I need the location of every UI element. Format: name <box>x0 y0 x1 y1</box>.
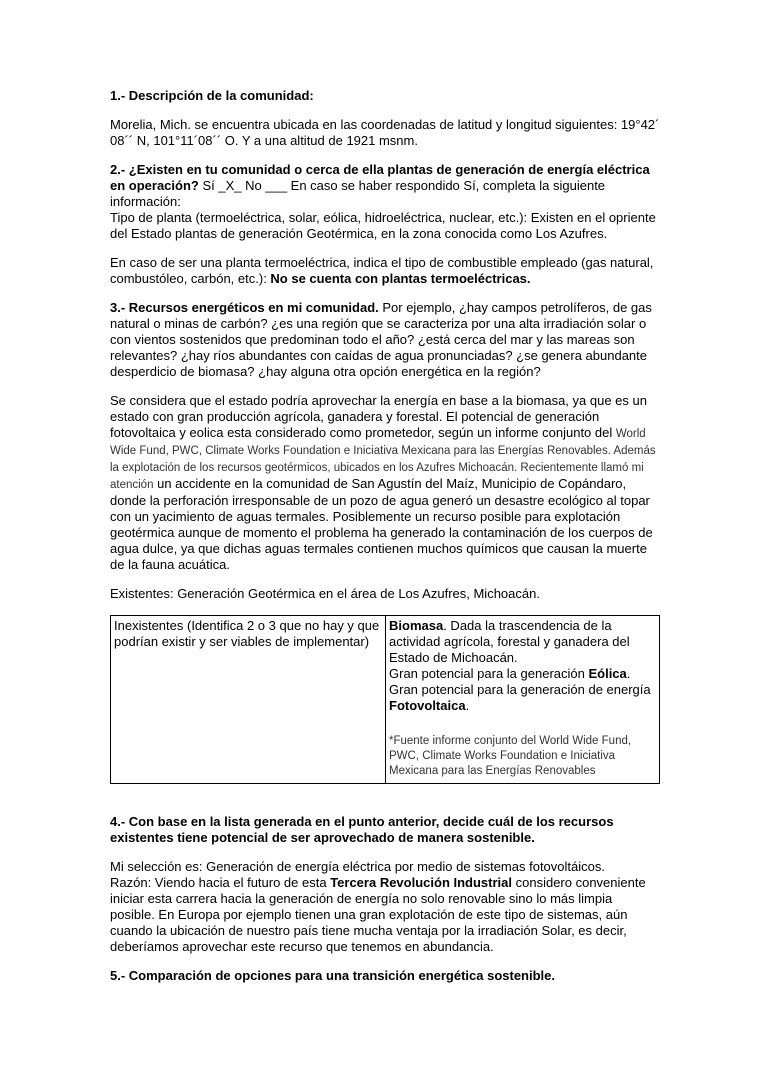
document-page <box>110 88 660 997</box>
section-3-question-text: Por ejemplo, ¿hay campos petrolíferos, de gas natural o minas de carbón? ¿es una región que se caracteriza por una alta irradiación solar o con vientos sostenidos que predominan todo el año? ¿está cerca del mar y las mareas son relevantes? ¿hay ríos abundantes con caídas de agua pronunciadas? ¿se genera abundante desperdicio de biomasa? ¿hay alguna otra opción energética en la región? <box>110 300 652 379</box>
section-4-razon-a: Razón: Viendo hacia el futuro de esta <box>110 875 331 890</box>
section-4-razon-c: considero conveniente iniciar esta carrera hacia la generación de energía no solo renovable sino lo más limpia posible. En Europa por ejemplo tienen una gran explotación de este tipo de sistemas, aún cuando la ubicación de nuestro país tiene mucha ventaja por la irradiación Solar, es decir, deberíamos aprovechar este recurso que tenemos en abundancia. <box>110 875 646 954</box>
option-biomasa-bold: Biomasa <box>389 618 444 633</box>
section-5-heading: 5.- Comparación de opciones para una transición energética sostenible. <box>110 968 556 983</box>
section-3-p1-small: World Wide Fund, PWC, Climate Works Foundation e Iniciativa Mexicana para las Energías Renovables. Además la explotación de los recursos geotérmicos, ubicados en los Azufres Michoacán. Recientemente llamó mi atención <box>110 428 656 491</box>
table-row <box>111 616 660 784</box>
section-1-heading: 1.- Descripción de la comunidad: <box>110 88 314 103</box>
section-2-after: En caso se haber respondido Sí, completa la siguiente información: <box>110 178 606 209</box>
option-foto-text: Gran potencial para la generación de energía <box>389 682 651 697</box>
section-3-p1-b: un accidente en la comunidad de San Agustín del Maíz, Municipio de Copándaro, donde la perforación irresponsable de un pozo de agua generó un desastre ecológico al topar con un yacimiento de aguas termales. Posiblemente un recurso posible para explotación geotérmica aunque de momento el problema ha generado la contaminación de los cuerpos de agua dulce, ya que dichas aguas termales contienen muchos químicos que causan la muerte de la fauna acuática. <box>110 476 653 572</box>
section-3-p1-a: Se considera que el estado podría aprovechar la energía en base a la biomasa, ya que es un estado con gran producción agrícola, ganadera y forestal. El potencial de generación fotovoltaica y eolica esta considerado como prometedor, según un informe conjunto del <box>110 393 647 440</box>
option-foto-end: . <box>465 698 470 713</box>
section-3-heading: 3.- Recursos energéticos en mi comunidad. <box>110 300 379 315</box>
section-3-question <box>110 300 660 380</box>
section-2-combustible <box>110 255 660 287</box>
section-2-heading: 2.- ¿Existen en tu comunidad o cerca de ella plantas de generación de energía eléctrica en operación? <box>110 162 650 193</box>
section-2-question <box>110 162 660 242</box>
section-4-body <box>110 859 660 955</box>
no-label: No <box>241 178 266 193</box>
option-foto-bold: Fotovoltaica <box>389 698 466 713</box>
section-1-body: Morelia, Mich. se encuentra ubicada en las coordenadas de latitud y longitud siguientes: 19°42´ 08´´ N, 101°11´08´´ O. Y a una altitud de 1921 msnm. <box>110 117 660 148</box>
section-4-heading: 4.- Con base en la lista generada en el punto anterior, decide cuál de los recursos existentes tiene potencial de ser aprovechado de manera sostenible. <box>110 814 614 845</box>
si-mark: _X_ <box>218 178 242 193</box>
table-cell-options <box>386 616 660 784</box>
resources-table <box>110 615 660 784</box>
combustible-question: En caso de ser una planta termoeléctrica, indica el tipo de combustible empleado (gas natural, combustóleo, carbón, etc.): <box>110 255 654 286</box>
table-cell-inexistentes: Inexistentes (Identifica 2 o 3 que no hay y que podrían existir y ser viables de implementar) <box>111 616 386 784</box>
option-eolica-text: Gran potencial para la generación <box>389 666 589 681</box>
no-mark: ___ <box>265 178 288 193</box>
section-4-razon-bold: Tercera Revolución Industrial <box>330 875 512 890</box>
section-3-existentes: Existentes: Generación Geotérmica en el área de Los Azufres, Michoacán. <box>110 586 540 601</box>
si-label: Sí <box>198 178 219 193</box>
combustible-answer: No se cuenta con plantas termoeléctricas. <box>270 271 531 286</box>
option-biomasa-text: . Dada la trascendencia de la actividad agrícola, forestal y ganadera del Estado de Michoacán. <box>389 618 630 665</box>
section-2-tipo: Tipo de planta (termoeléctrica, solar, eólica, hidroeléctrica, nuclear, etc.): Existen en el opriente del Estado plantas de generación Geotérmica, en la zona conocida como Los Azufres. <box>110 210 656 241</box>
option-eolica-end: . <box>626 666 631 681</box>
option-eolica-bold: Eólica <box>588 666 627 681</box>
section-4-seleccion: Mi selección es: Generación de energía eléctrica por medio de sistemas fotovoltáicos. <box>110 859 605 874</box>
table-source-note: *Fuente informe conjunto del World Wide Fund, PWC, Climate Works Foundation e Iniciativa Mexicana para las Energías Renovables <box>389 735 632 777</box>
section-3-paragraph <box>110 393 660 573</box>
